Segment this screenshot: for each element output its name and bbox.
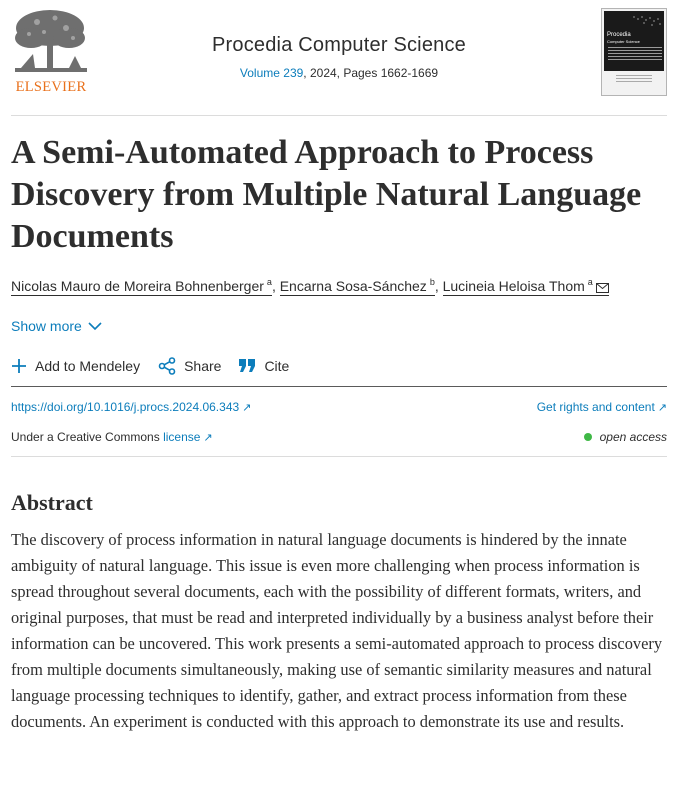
volume-link[interactable]: Volume 239 [239,66,304,80]
external-link-icon: ↗ [657,402,667,414]
license-row [11,430,667,444]
cite-label: Cite [264,358,290,374]
article-title: A Semi-Automated Approach to Process Discovery from Multiple Natural Language Documents [11,134,642,255]
share-icon [158,357,176,375]
elsevier-wordmark: ELSEVIER [15,79,87,95]
show-more-button[interactable] [11,318,102,334]
mendeley-label: Add to Mendeley [35,358,141,374]
rights-link[interactable]: Get rights and content ↗ [536,400,667,414]
cover-footer-lines [616,75,652,84]
share-button[interactable] [158,357,221,375]
abstract-heading: Abstract [11,490,93,515]
open-access-dot-icon [584,433,592,441]
article-actions [11,357,307,375]
cite-button[interactable] [239,358,289,374]
license-link[interactable]: license ↗ [163,430,213,444]
author-link[interactable]: Nicolas Mauro de Moreira Bohnenberger $^a$ [11,277,272,294]
chevron-down-icon [88,322,102,331]
journal-meta [11,66,667,80]
cover-dark-band [604,11,664,71]
share-label: Share [184,358,222,374]
abstract-text: The discovery of process information in natural language documents is hindered by the innate ambiguity of natural language. This issue is even more challenging when process information is spread throughout several documents, each with the possibility of different formats, writers, and original purposes, that must be read and interpreted individually by a business analyst before their information can be uncovered. This work presents a semi-automated approach to process discovery from multiple documents simultaneously, making use of semantic similarity measures and natural language processing techniques to identify, gather, and extract process information from these documents. An experiment is conducted with this approach to demonstrate its use and results. [11,530,663,731]
journal-header [11,8,667,100]
open-access-label: open access [599,430,667,444]
cover-title: Procedia [607,32,631,38]
issue-pages: , 2024, Pages 1662-1669 [303,66,439,80]
doi-link[interactable]: https://doi.org/10.1016/j.procs.2024.06.343 ↗ [11,400,252,414]
external-link-icon: ↗ [203,432,213,444]
author-link[interactable]: Encarna Sosa-Sánchez $^b$ [279,277,435,294]
doi-row [11,400,667,414]
show-more-label: Show more [11,318,82,334]
mail-icon [596,283,609,293]
journal-info [11,34,667,80]
cover-dot-pattern-icon [604,11,664,31]
external-link-icon: ↗ [242,402,252,414]
meta-divider [11,456,667,457]
license-prefix: Under a Creative Commons [11,430,164,444]
add-to-mendeley-button[interactable] [11,358,140,374]
author-list: Nicolas Mauro de Moreira Bohnenberger $^a$, Encarna Sosa-Sánchez $^b$, Lucineia Heloisa Thom $^a$ [11,277,671,294]
journal-title[interactable]: Procedia Computer Science [211,34,466,56]
cover-subtitle: Computer Science [607,39,640,44]
header-divider [11,115,667,116]
open-access-badge [584,430,667,444]
journal-cover-thumbnail[interactable] [601,8,667,96]
quote-icon [239,359,256,373]
cover-text-lines [608,47,662,62]
plus-icon [11,358,27,374]
actions-divider [11,386,667,387]
author-link[interactable]: Lucineia Heloisa Thom $^a$ [443,278,609,296]
